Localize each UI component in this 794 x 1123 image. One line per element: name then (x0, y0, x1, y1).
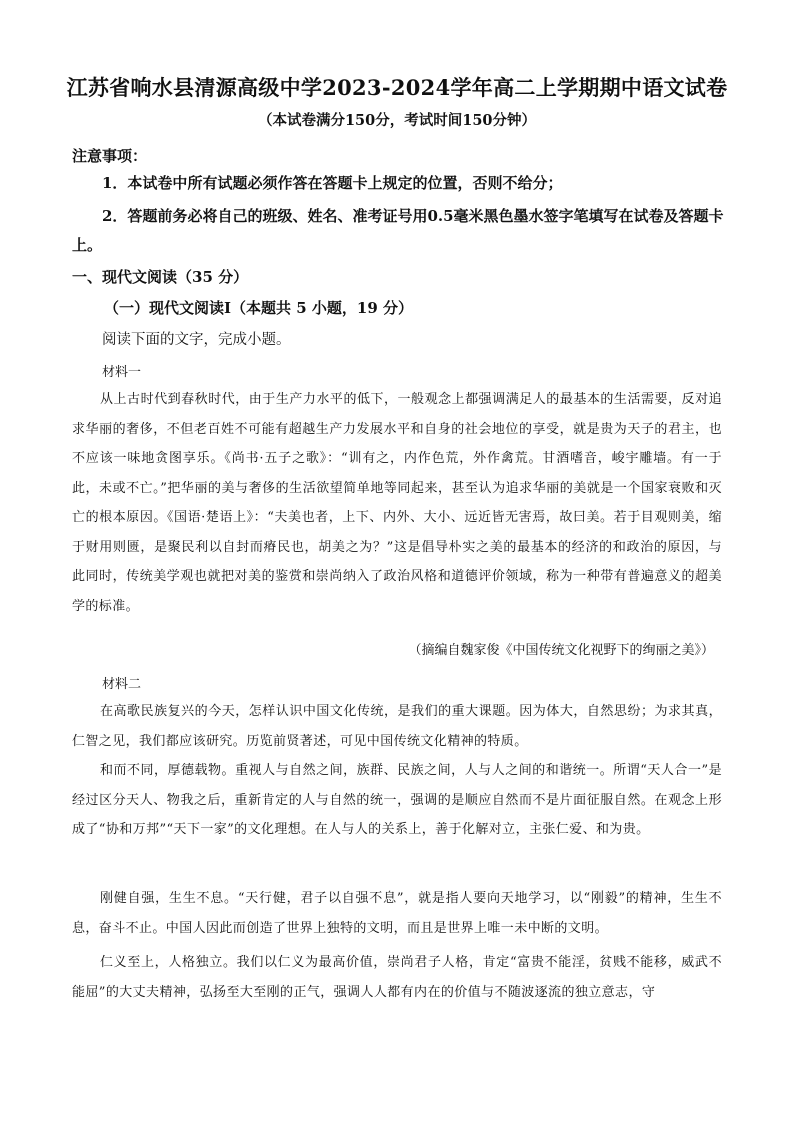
material-1-source: （摘编自魏家俊《中国传统文化视野下的绚丽之美》） (408, 643, 714, 658)
section-heading: 一、现代文阅读（35 分） (72, 268, 249, 286)
material-1-label: 材料一 (102, 365, 142, 380)
notice-item-2: 2．答题前务必将自己的班级、姓名、准考证号用0.5毫米黑色墨水签字笔填写在试卷及答题卡上。 (72, 207, 724, 254)
subsection-heading: （一）现代文阅读Ⅰ（本题共 5 小题，19 分） (104, 299, 413, 317)
exam-subtitle: （本试卷满分150分，考试时间150分钟） (257, 112, 537, 129)
material-2-label: 材料二 (102, 677, 142, 692)
material-2-paragraph: 和而不同，厚德载物。重视人与自然之间，族群、民族之间，人与人之间的和谐统一。所谓“天人合一”是经过区分天人、物我之后，重新肯定的人与自然的统一，强调的是顺应自然而不是片面征服自然。在观念上形成了“协和万邦”“天下一家”的文化理想。在人与人的关系上，善于化解对立，主张仁爱、和为贵。 (72, 763, 722, 837)
exam-title: 江苏省响水县清源高级中学2023-2024学年高二上学期期中语文试卷 (66, 75, 728, 100)
material-1-paragraph: 从上古时代到春秋时代，由于生产力水平的低下，一般观念上都强调满足人的最基本的生活需要，反对追求华丽的奢侈，不但老百姓不可能有超越生产力发展水平和自身的社会地位的享受，就是贵为天子的君主，也不应该一味地贪图享乐。《尚书·五子之歌》：“训有之，内作色荒，外作禽荒。甘酒嗜音，峻宇雕墙。有一于此，未或不亡。”把华丽的美与奢侈的生活欲望简单地等同起来，甚至认为追求华丽的美就是一个国家衰败和灭亡的根本原因。《国语·楚语上》：“夫美也者，上下、内外、大小、远近皆无害焉，故曰美。若于目观则美，缩于财用则匮，是聚民利以自封而瘠民也，胡美之为？”这是倡导朴实之美的最基本的经济的和政治的原因，与此同时，传统美学观也就把对美的鉴赏和崇尚纳入了政治风格和道德评价领域，称为一种带有普遍意义的超美学的标准。 (72, 392, 722, 614)
reading-instruction: 阅读下面的文字，完成小题。 (102, 332, 291, 348)
material-2-paragraph: 在高歌民族复兴的今天，怎样认识中国文化传统，是我们的重大课题。因为体大，自然思纷；为求其真，仁智之见，我们都应该研究。历览前贤著述，可见中国传统文化精神的特质。 (72, 704, 722, 749)
notice-heading: 注意事项： (72, 147, 148, 165)
notice-item-1: 1．本试卷中所有试题必须作答在答题卡上规定的位置，否则不给分； (102, 174, 563, 192)
material-2-paragraph: 仁义至上，人格独立。我们以仁义为最高价值，崇尚君子人格，肯定“富贵不能淫，贫贱不能移，威武不能屈”的大丈夫精神，弘扬至大至刚的正气，强调人人都有内在的价值与不随波逐流的独立意志，守 (72, 955, 722, 1000)
material-2-paragraph: 刚健自强，生生不息。“天行健，君子以自强不息”，就是指人要向天地学习，以“刚毅”的精神，生生不息，奋斗不止。中国人因此而创造了世界上独特的文明，而且是世界上唯一未中断的文明。 (72, 891, 722, 936)
